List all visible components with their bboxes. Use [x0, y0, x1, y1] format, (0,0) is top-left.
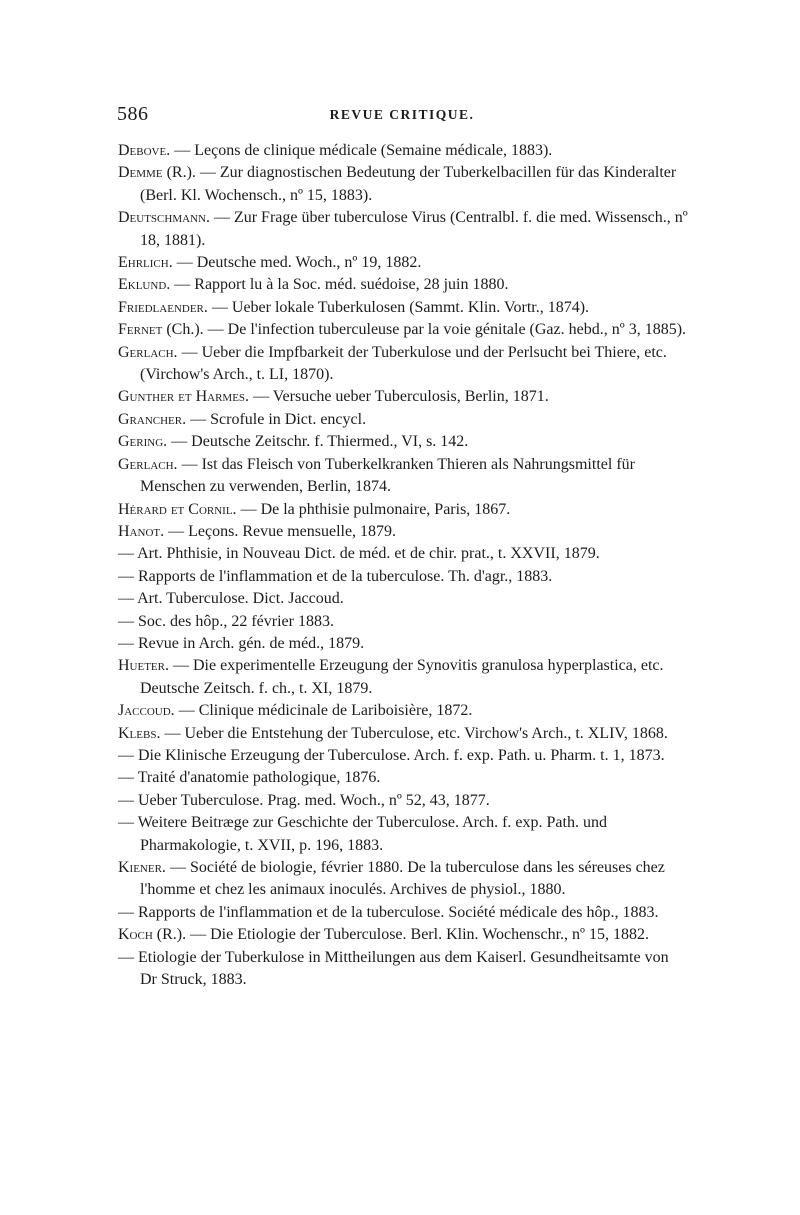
entry-author: Gerlach. — [118, 455, 178, 473]
entry-text: — Versuche ueber Tuberculosis, Berlin, 1871. — [249, 388, 549, 406]
bibliography-entry — [118, 319, 688, 341]
bibliography-entry — [118, 812, 688, 857]
page-header — [117, 103, 687, 129]
entry-author: Klebs. — [118, 724, 161, 742]
entry-text: (R.). — Zur diagnostischen Bedeutung der Tuberkelbacillen für das Kinderalter (Berl. Kl. Wochensch., nº 15, 1883). — [140, 164, 677, 204]
bibliography-entry — [118, 767, 688, 789]
running-head: REVUE CRITIQUE. — [329, 107, 475, 122]
entry-text: — Scrofule in Dict. encycl. — [186, 410, 367, 428]
entry-text: — Zur Frage über tuberculose Virus (Centralbl. f. die med. Wissensch., nº 18, 1881). — [140, 209, 688, 249]
entry-text: — Soc. des hôp., 22 février 1883. — [118, 612, 334, 630]
entry-text: — Art. Tuberculose. Dict. Jaccoud. — [118, 590, 344, 608]
bibliography-entry — [118, 566, 688, 588]
entry-author: Kiener. — [118, 859, 166, 876]
entry-text: — Traité d'anatomie pathologique, 1876. — [118, 769, 381, 787]
bibliography-entry — [118, 140, 688, 162]
entry-text: — Deutsche med. Woch., nº 19, 1882. — [172, 254, 422, 272]
entry-author: Debove. — [118, 142, 171, 159]
bibliography-entry — [118, 857, 688, 902]
bibliography-entry — [118, 924, 688, 946]
entry-text: — Rapport lu à la Soc. méd. suédoise, 28 juin 1880. — [170, 276, 509, 294]
entry-author: Hérard et Cornil. — [118, 500, 237, 518]
entry-text: — Weitere Beitræge zur Geschichte der Tuberculose. Arch. f. exp. Path. und Pharmakologie, t. XVII, p. 196, 1883. — [118, 814, 607, 854]
bibliography-entry — [118, 342, 688, 387]
bibliography-entry — [118, 543, 688, 565]
entry-text: — Ueber lokale Tuberkulosen (Sammt. Klin. Vortr., 1874). — [207, 298, 590, 316]
entry-text: — Die experimentelle Erzeugung der Synovitis granulosa hyperplastica, etc. Deutsche Zeitsch. f. ch., t. XI, 1879. — [140, 657, 664, 697]
entry-text: — Leçons de clinique médicale (Semaine médicale, 1883). — [170, 142, 553, 159]
bibliography-entry — [118, 386, 688, 408]
bibliography-entry — [118, 431, 688, 453]
entry-text: — Ueber die Entstehung der Tuberculose, etc. Virchow's Arch., t. XLIV, 1868. — [160, 724, 668, 742]
bibliography-entry — [118, 454, 688, 499]
bibliography-entry — [118, 700, 688, 722]
bibliography-entry — [118, 633, 688, 655]
entry-text: — Société de biologie, février 1880. De la tuberculose dans les séreuses chez l'homme et chez les animaux inoculés. Archives de physiol., 1880. — [140, 859, 665, 899]
bibliography-entry — [118, 162, 688, 207]
entry-author: Friedlaender. — [118, 298, 208, 316]
entry-text: — Rapports de l'inflammation et de la tuberculose. Société médicale des hôp., 1883. — [118, 903, 659, 921]
bibliography-entry — [118, 252, 688, 274]
entry-text: — De la phthisie pulmonaire, Paris, 1867. — [236, 500, 511, 518]
entry-text: — Clinique médicinale de Lariboisière, 1872. — [174, 702, 473, 720]
bibliography-entry — [118, 790, 688, 812]
entry-author: Koch — [118, 926, 153, 944]
entry-author: Gering. — [118, 433, 168, 451]
bibliography-list — [118, 140, 688, 991]
entry-author: Eklund. — [118, 276, 171, 294]
entry-author: Hueter. — [118, 657, 169, 675]
entry-text: (R.). — Die Etiologie der Tuberculose. Berl. Klin. Wochenschr., nº 15, 1882. — [152, 926, 649, 944]
entry-text: — Etiologie der Tuberkulose in Mittheilungen aus dem Kaiserl. Gesundheitsamte von Dr Struck, 1883. — [118, 948, 669, 989]
entry-text: — Ueber Tuberculose. Prag. med. Woch., nº 52, 43, 1877. — [118, 791, 490, 809]
bibliography-entry — [118, 723, 688, 745]
entry-text: (Ch.). — De l'infection tuberculeuse par la voie génitale (Gaz. hebd., nº 3, 1885). — [162, 321, 687, 339]
entry-author: Hanot. — [118, 522, 165, 540]
entry-author: Grancher. — [118, 410, 187, 428]
bibliography-entry — [118, 947, 688, 992]
bibliography-entry — [118, 655, 688, 700]
entry-author: Deutschmann. — [118, 209, 210, 227]
bibliography-entry — [118, 207, 688, 252]
page-number: 586 — [117, 103, 149, 125]
bibliography-entry — [118, 745, 688, 767]
bibliography-entry — [118, 521, 688, 543]
bibliography-entry — [118, 902, 688, 924]
bibliography-entry — [118, 274, 688, 296]
bibliography-entry — [118, 409, 688, 431]
bibliography-entry — [118, 297, 688, 319]
entry-author: Gerlach. — [118, 343, 178, 361]
entry-author: Demme — [118, 164, 163, 182]
entry-text: — Ueber die Impfbarkeit der Tuberkulose und der Perlsucht bei Thiere, etc. (Virchow's Arch., t. LI, 1870). — [140, 343, 667, 384]
entry-author: Fernet — [118, 321, 163, 339]
entry-author: Ehrlich. — [118, 254, 173, 272]
entry-text: — Rapports de l'inflammation et de la tuberculose. Th. d'agr., 1883. — [118, 567, 553, 585]
entry-text: — Ist das Fleisch von Tuberkelkranken Thieren als Nahrungsmittel für Menschen zu verwenden, Berlin, 1874. — [140, 455, 635, 496]
entry-text: — Art. Phthisie, in Nouveau Dict. de méd. et de chir. prat., t. XXVII, 1879. — [118, 545, 600, 563]
bibliography-entry — [118, 499, 688, 521]
entry-author: Jaccoud. — [118, 702, 175, 720]
entry-text: — Leçons. Revue mensuelle, 1879. — [164, 522, 397, 540]
bibliography-entry — [118, 588, 688, 610]
entry-text: — Deutsche Zeitschr. f. Thiermed., VI, s. 142. — [167, 433, 469, 451]
entry-text: — Die Klinische Erzeugung der Tuberculose. Arch. f. exp. Path. u. Pharm. t. 1, 1873. — [118, 746, 665, 764]
bibliography-entry — [118, 611, 688, 633]
entry-author: Gunther et Harmes. — [118, 388, 250, 406]
entry-text: — Revue in Arch. gén. de méd., 1879. — [118, 634, 365, 652]
